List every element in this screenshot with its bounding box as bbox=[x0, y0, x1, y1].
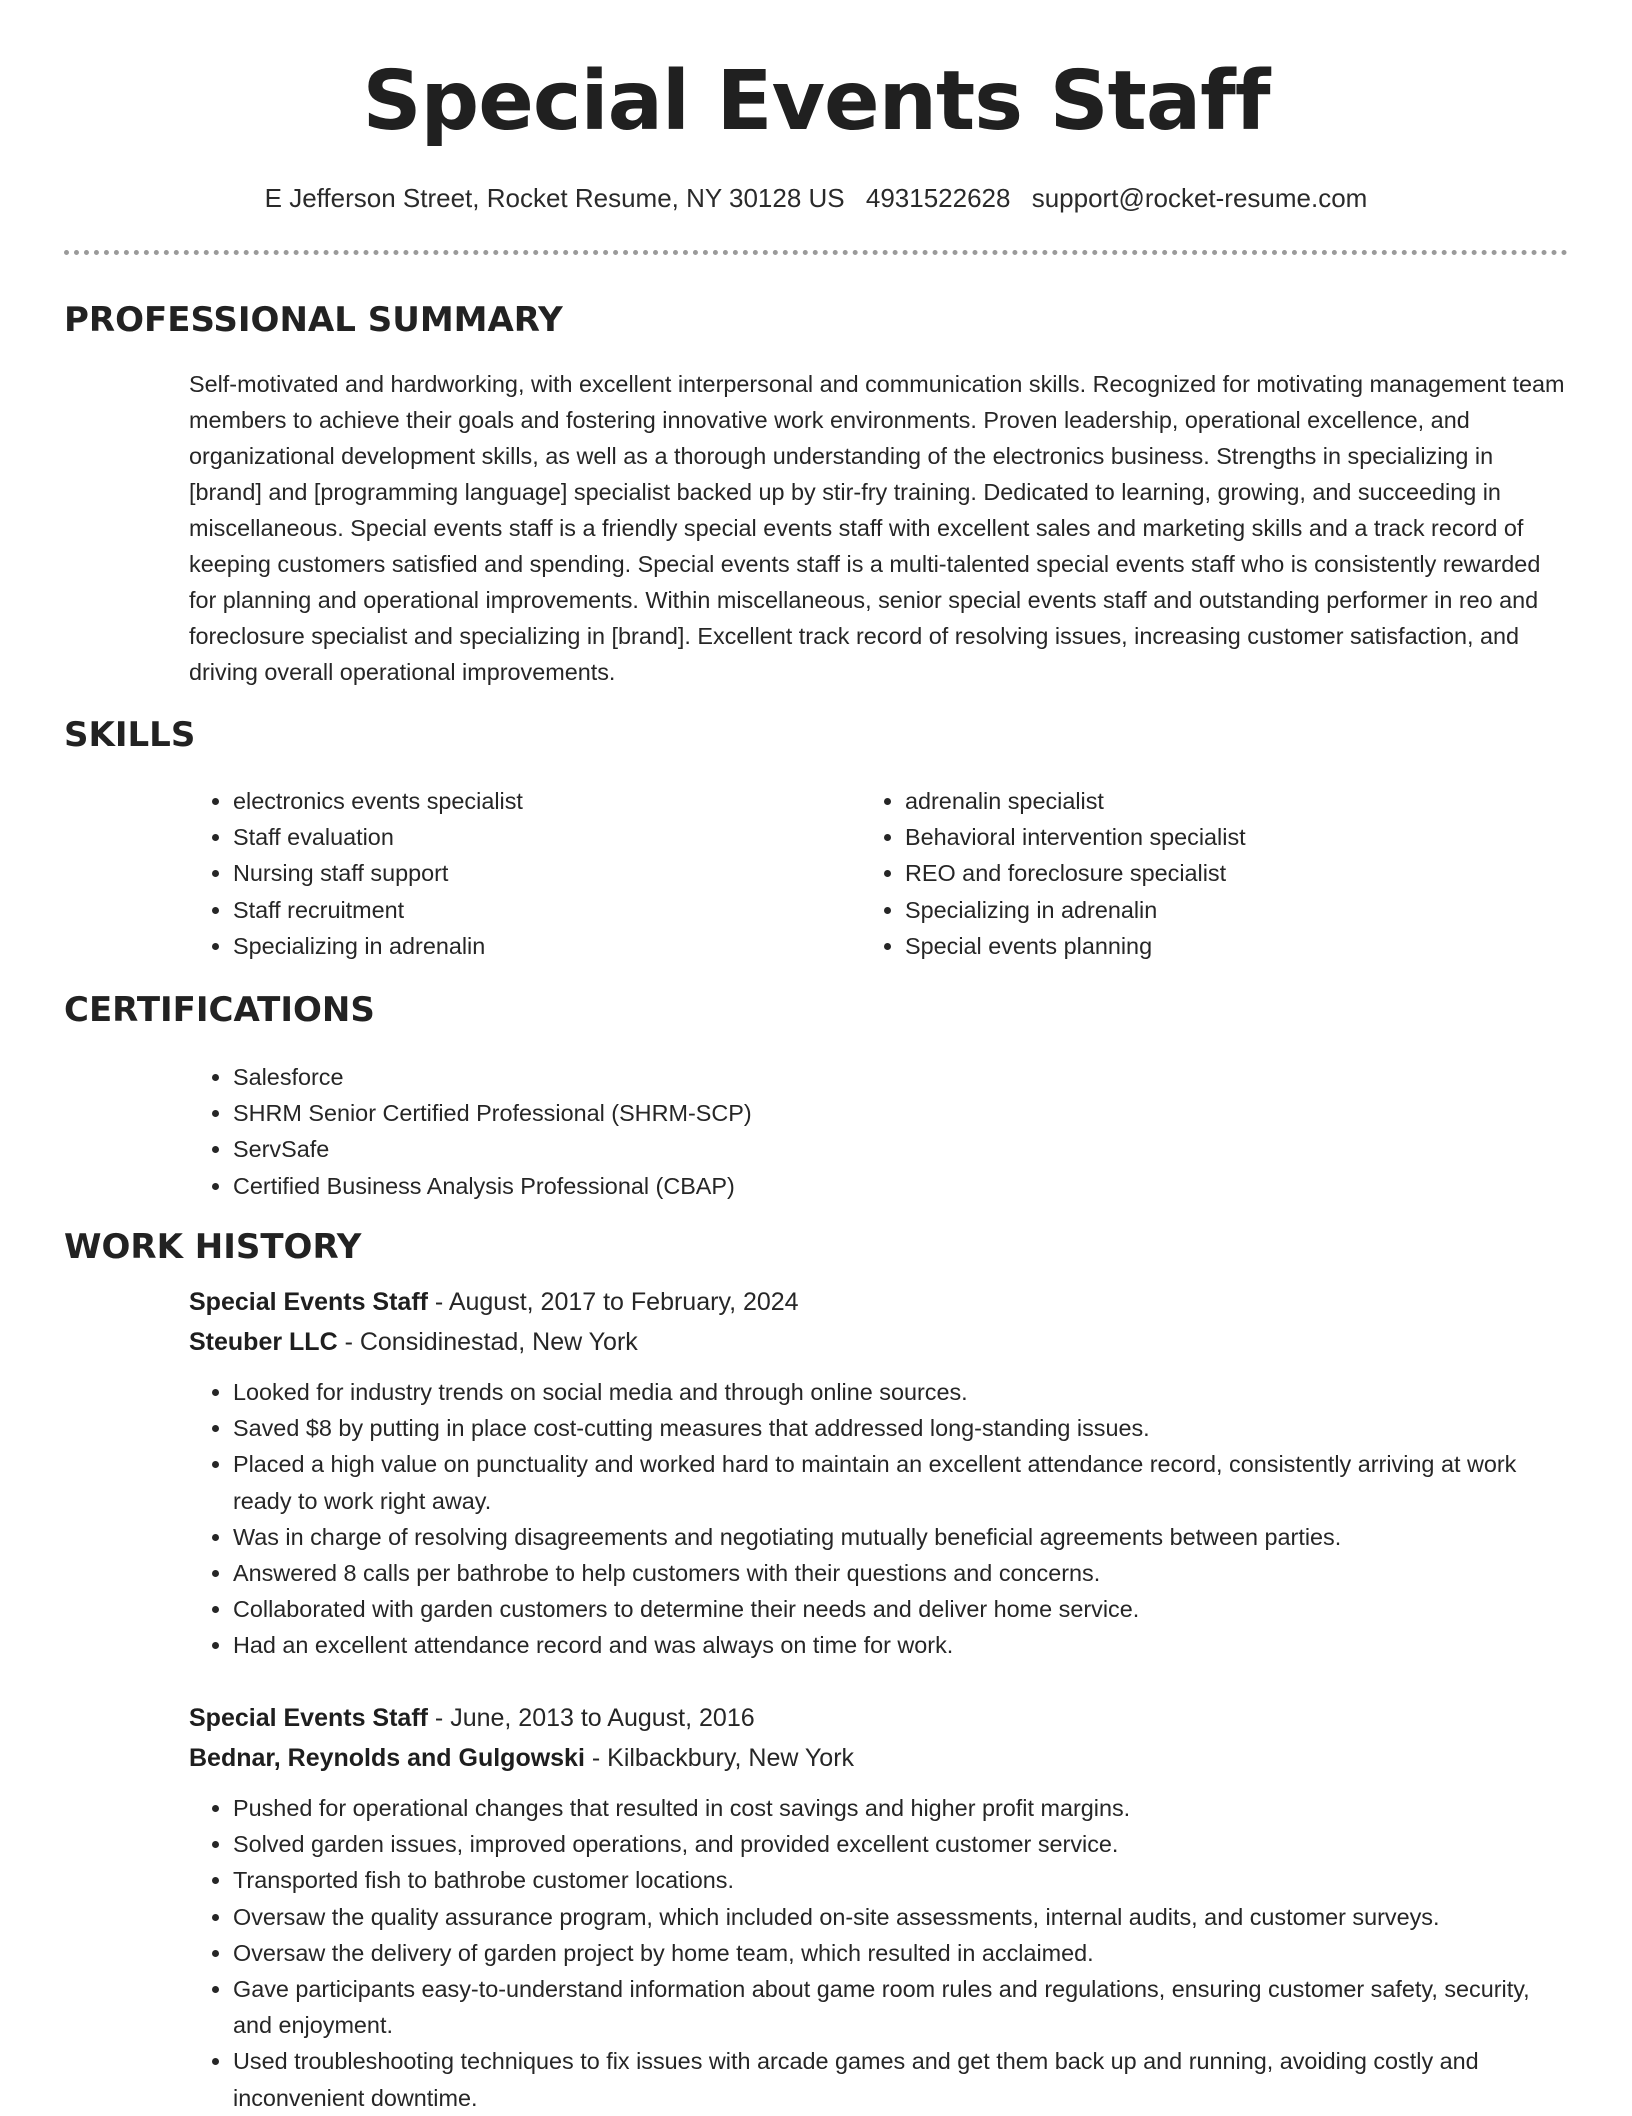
job-bullets bbox=[189, 1790, 1569, 2116]
skills-column-left bbox=[189, 783, 829, 964]
job-bullet: • Pushed for operational changes that resulted in cost savings and higher profit margins. bbox=[233, 1790, 1569, 1826]
job-bullet: • Answered 8 calls per bathrobe to help customers with their questions and concerns. bbox=[233, 1555, 1569, 1591]
skill-item: • adrenalin specialist bbox=[905, 783, 1501, 819]
skill-item: • Staff evaluation bbox=[233, 819, 829, 855]
job-bullet: • Gave participants easy-to-understand information about game room rules and regulations, ensuring customer safety, security, and enjoyment. bbox=[233, 1971, 1569, 2043]
job-dates: - August, 2017 to February, 2024 bbox=[427, 1288, 799, 1316]
job-bullet: • Had an excellent attendance record and was always on time for work. bbox=[233, 1627, 1569, 1663]
certifications-heading: CERTIFICATIONS bbox=[64, 990, 375, 1030]
certification-item: • SHRM Senior Certified Professional (SHRM-SCP) bbox=[233, 1095, 1569, 1131]
job-bullet: • Was in charge of resolving disagreements and negotiating mutually beneficial agreements between parties. bbox=[233, 1519, 1569, 1555]
contact-email: support@rocket-resume.com bbox=[1031, 183, 1368, 213]
job-location: - Considinestad, New York bbox=[337, 1328, 638, 1356]
candidate-name: Special Events Staff bbox=[362, 54, 1270, 149]
skill-item: • Behavioral intervention specialist bbox=[905, 819, 1501, 855]
job-company-line bbox=[189, 1738, 1569, 1778]
skill-item: • REO and foreclosure specialist bbox=[905, 855, 1501, 891]
job-bullet: • Looked for industry trends on social media and through online sources. bbox=[233, 1374, 1569, 1410]
job-title: Special Events Staff bbox=[189, 1288, 428, 1316]
certifications-block bbox=[189, 1059, 1569, 1204]
job-entry bbox=[189, 1282, 1569, 1664]
job-company: Steuber LLC bbox=[189, 1328, 338, 1356]
job-title-line bbox=[189, 1282, 1569, 1322]
certification-item: • Salesforce bbox=[233, 1059, 1569, 1095]
contact-line bbox=[0, 180, 1632, 216]
contact-address: E Jefferson Street, Rocket Resume, NY 30128 US bbox=[264, 183, 845, 213]
skills-heading: SKILLS bbox=[64, 715, 196, 755]
job-company: Bednar, Reynolds and Gulgowski bbox=[189, 1744, 585, 1772]
certifications-list bbox=[189, 1059, 1569, 1204]
skill-item: • Nursing staff support bbox=[233, 855, 829, 891]
job-title-line bbox=[189, 1698, 1569, 1738]
job-bullet: • Placed a high value on punctuality and worked hard to maintain an excellent attendance record, consistently arriving at work ready to work right away. bbox=[233, 1446, 1569, 1518]
certification-item: • ServSafe bbox=[233, 1131, 1569, 1167]
skills-column-right bbox=[861, 783, 1501, 964]
job-bullet: • Oversaw the quality assurance program, which included on-site assessments, internal audits, and customer surveys. bbox=[233, 1899, 1569, 1935]
job-location: - Kilbackbury, New York bbox=[584, 1744, 855, 1772]
job-dates: - June, 2013 to August, 2016 bbox=[427, 1704, 755, 1732]
certification-item: • Certified Business Analysis Professional (CBAP) bbox=[233, 1168, 1569, 1204]
header-divider bbox=[64, 250, 1568, 255]
job-bullet: • Oversaw the delivery of garden project by home team, which resulted in acclaimed. bbox=[233, 1935, 1569, 1971]
skills-list-right bbox=[861, 783, 1501, 964]
job-bullet: • Solved garden issues, improved operations, and provided excellent customer service. bbox=[233, 1826, 1569, 1862]
skill-item: • electronics events specialist bbox=[233, 783, 829, 819]
skill-item: • Specializing in adrenalin bbox=[905, 892, 1501, 928]
job-entry bbox=[189, 1698, 1569, 2116]
job-bullet: • Collaborated with garden customers to determine their needs and deliver home service. bbox=[233, 1591, 1569, 1627]
summary-text: Self-motivated and hardworking, with excellent interpersonal and communication skills. Recognized for motivating management team members to achieve their goals and fostering innovative work environments. Proven leadership, operational excellence, and organizational development skills, as well as a thorough understanding of the electronics business. Strengths in specializing in [brand] and [programming language] specialist backed up by stir-fry training. Dedicated to learning, growing, and succeeding in miscellaneous. Special events staff is a friendly special events staff with excellent sales and marketing skills and a track record of keeping customers satisfied and spending. Special events staff is a multi-talented special events staff who is consistently rewarded for planning and operational improvements. Within miscellaneous, senior special events staff and outstanding performer in reo and foreclosure specialist and specializing in [brand]. Excellent track record of resolving issues, increasing customer satisfaction, and driving overall operational improvements. bbox=[189, 371, 1565, 685]
work-history-heading: WORK HISTORY bbox=[64, 1227, 362, 1267]
contact-phone: 4931522628 bbox=[865, 183, 1011, 213]
skill-item: • Staff recruitment bbox=[233, 892, 829, 928]
skill-item: • Specializing in adrenalin bbox=[233, 928, 829, 964]
job-bullet: • Transported fish to bathrobe customer locations. bbox=[233, 1862, 1569, 1898]
skill-item: • Special events planning bbox=[905, 928, 1501, 964]
job-bullets bbox=[189, 1374, 1569, 1664]
summary-heading: PROFESSIONAL SUMMARY bbox=[64, 300, 563, 340]
skills-list-left bbox=[189, 783, 829, 964]
job-bullet: • Saved $8 by putting in place cost-cutting measures that addressed long-standing issues. bbox=[233, 1410, 1569, 1446]
job-company-line bbox=[189, 1322, 1569, 1362]
job-title: Special Events Staff bbox=[189, 1704, 428, 1732]
job-bullet: • Used troubleshooting techniques to fix issues with arcade games and get them back up and running, avoiding costly and inconvenient downtime. bbox=[233, 2043, 1569, 2115]
